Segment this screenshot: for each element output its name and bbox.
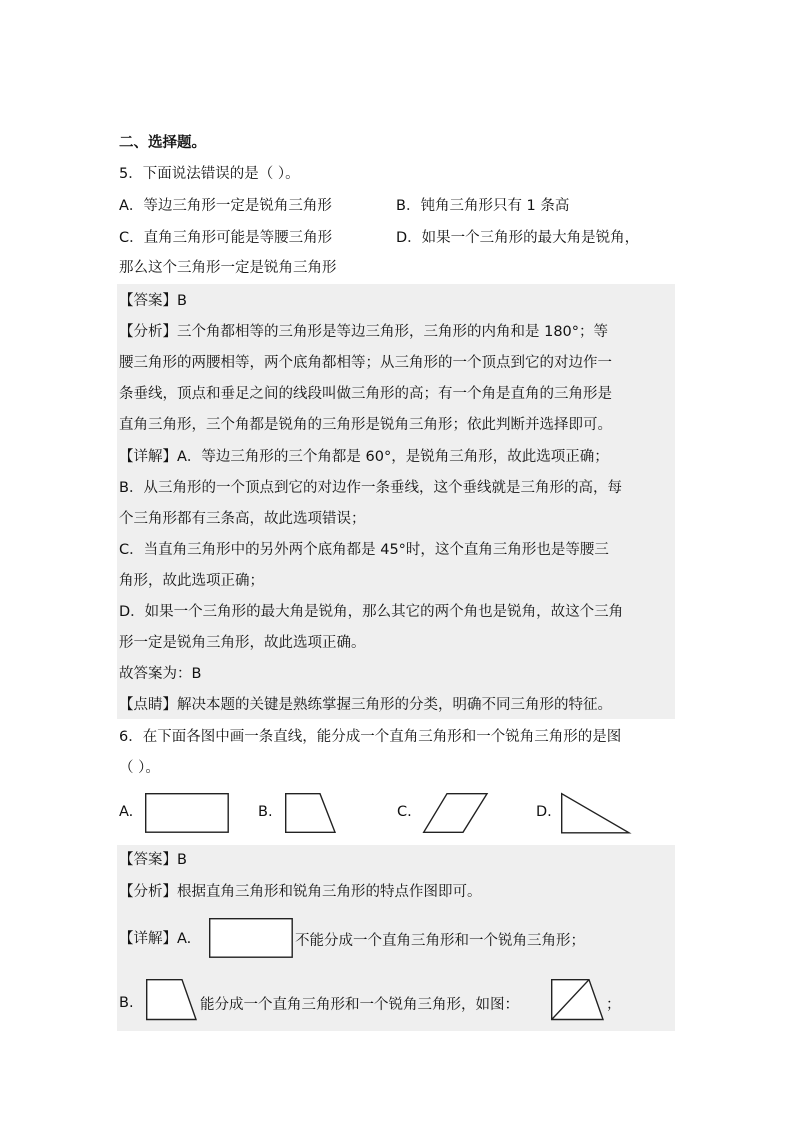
q6-detail-a-prefix: 【详解】A. — [119, 931, 192, 947]
rectangle-figure — [209, 918, 293, 958]
right-triangle-figure — [561, 793, 631, 834]
q6-stem-cont: （ ）。 — [119, 760, 160, 776]
q5-analysis-line: 腰三角形的两腰相等，两个底角都相等；从三角形的一个顶点到它的对边作一 — [119, 355, 612, 371]
q5-analysis-line: 条垂线，顶点和垂足之间的线段叫做三角形的高；有一个角是直角的三角形是 — [119, 386, 612, 402]
q6-analysis: 【分析】根据直角三角形和锐角三角形的特点作图即可。 — [119, 884, 482, 900]
q6-answer: 【答案】B — [119, 852, 187, 868]
q6-detail-b-prefix: B. — [119, 995, 134, 1011]
q5-final-answer: 故答案为：B — [119, 666, 202, 682]
q5-option-b: B．钝角三角形只有 1 条高 — [396, 198, 570, 214]
q5-analysis-line: 【分析】三个角都相等的三角形是等边三角形，三角形的内角和是 180°；等 — [119, 324, 609, 340]
q5-detail-line: 【详解】A．等边三角形的三个角都是 60°，是锐角三角形，故此选项正确； — [119, 449, 609, 465]
q5-answer: 【答案】B — [119, 293, 187, 309]
q5-comment: 【点睛】解决本题的关键是熟练掌握三角形的分类，明确不同三角形的特征。 — [119, 697, 612, 713]
q5-stem: 5．下面说法错误的是（ ）。 — [119, 166, 300, 182]
section-title: 二、选择题。 — [119, 135, 206, 151]
divided-trapezoid-figure — [551, 979, 605, 1021]
q5-detail-line: 个三角形都有三条高，故此选项错误； — [119, 511, 366, 527]
q5-detail-line: 角形，故此选项正确； — [119, 573, 264, 589]
q5-option-a: A．等边三角形一定是锐角三角形 — [119, 198, 332, 214]
right-trapezoid-figure — [146, 979, 198, 1021]
q5-detail-line: 形一定是锐角三角形，故此选项正确。 — [119, 635, 366, 651]
q5-option-c: C．直角三角形可能是等腰三角形 — [119, 230, 333, 246]
q6-label-a: A. — [119, 804, 134, 820]
q6-detail-b-text: 能分成一个直角三角形和一个锐角三角形，如图： — [200, 997, 519, 1013]
q6-stem: 6．在下面各图中画一条直线，能分成一个直角三角形和一个锐角三角形的是图 — [119, 729, 622, 745]
q6-label-d: D. — [536, 804, 552, 820]
q6-detail-a-text: 不能分成一个直角三角形和一个锐角三角形； — [295, 933, 585, 949]
q5-option-d-cont: 那么这个三角形一定是锐角三角形 — [119, 260, 337, 276]
right-trapezoid-figure — [285, 793, 337, 833]
q5-solution-block — [117, 284, 675, 719]
q5-option-d: D．如果一个三角形的最大角是锐角， — [396, 230, 640, 246]
q6-detail-b-end: ； — [606, 997, 621, 1013]
parallelogram-figure — [423, 793, 489, 833]
q6-label-c: C. — [397, 804, 412, 820]
q5-detail-line: B．从三角形的一个顶点到它的对边作一条垂线，这个垂线就是三角形的高，每 — [119, 480, 622, 496]
q5-detail-line: D．如果一个三角形的最大角是锐角，那么其它的两个角也是锐角，故这个三角 — [119, 604, 624, 620]
rectangle-figure — [145, 793, 229, 833]
q5-detail-line: C．当直角三角形中的另外两个底角都是 45°时，这个直角三角形也是等腰三 — [119, 542, 609, 558]
q6-label-b: B. — [258, 804, 273, 820]
q5-analysis-line: 直角三角形，三个角都是锐角的三角形是锐角三角形；依此判断并选择即可。 — [119, 417, 612, 433]
